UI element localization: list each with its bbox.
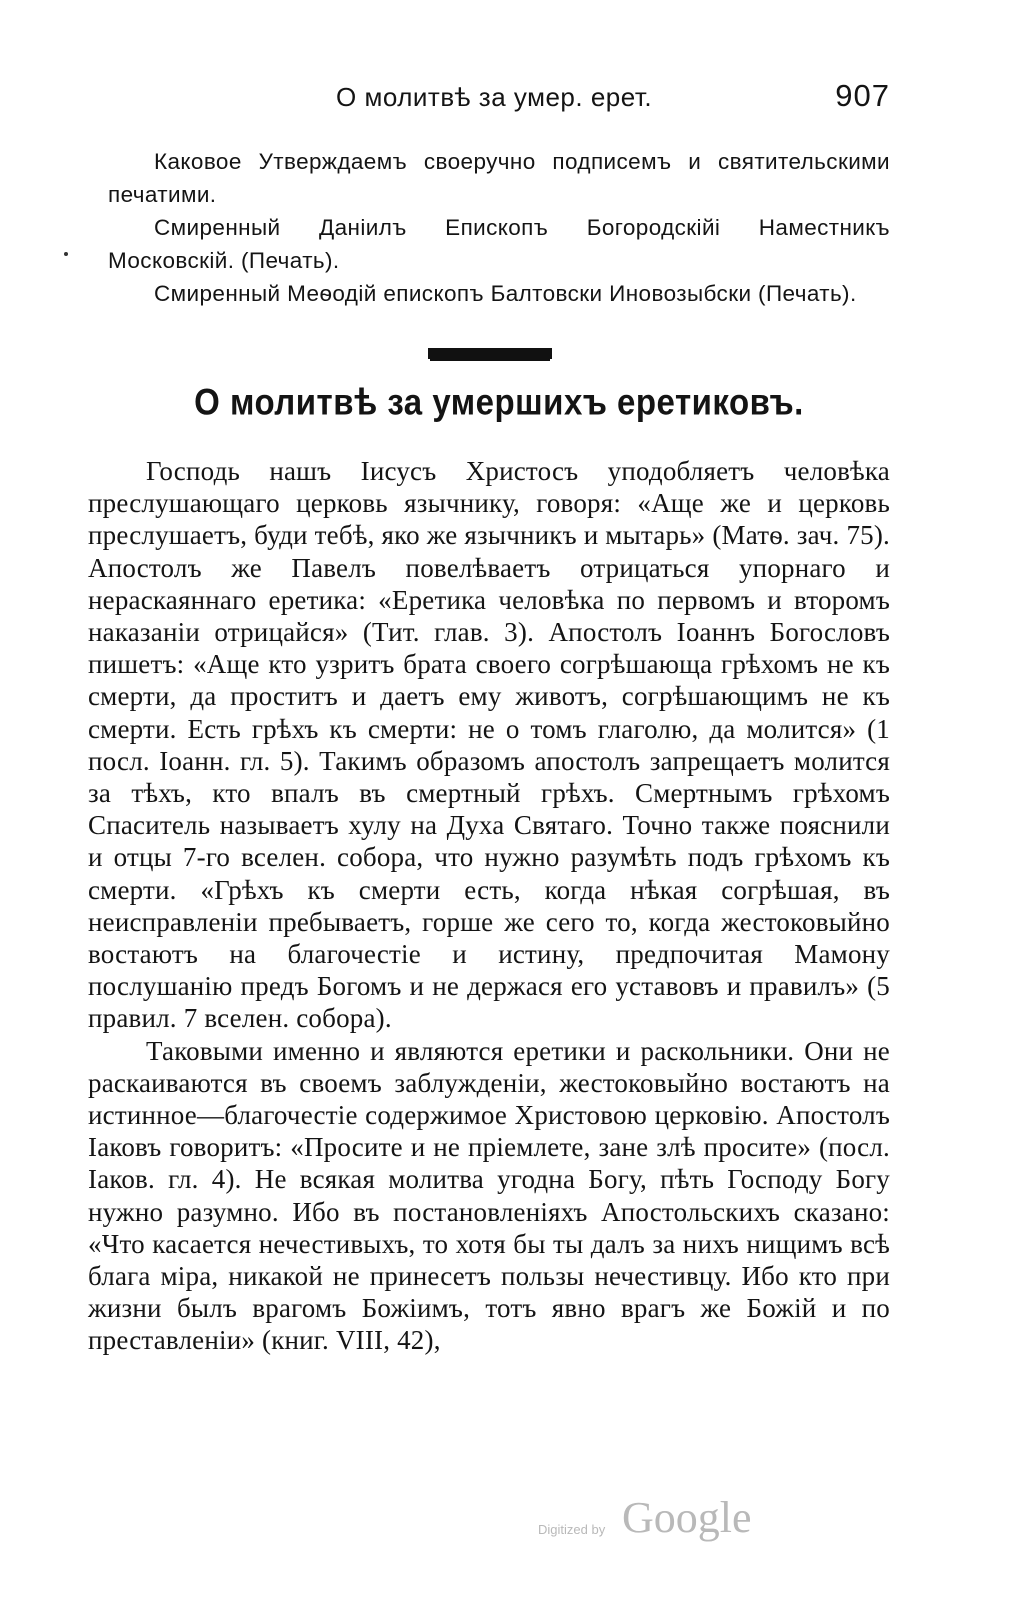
paragraph: Таковыми именно и являются еретики и раскольники. Они не раскаиваются въ своемъ заблужденіи, жестоковыйно востаютъ на истинное—благочестіе содержимое Христовою церковію. Апостолъ Іаковъ говоритъ: «Просите и не пріемлете, зане злѣ просите» (посл. Іаков. гл. 4). Не всякая молитва угодна Богу, пѣть Господу Богу нужно разумно. Ибо въ постановленіяхъ Апостольскихъ сказано: «Что касается нечестивыхъ, то хотя бы ты далъ за нихъ нищимъ всѣ блага міра, никакой не принесетъ пользы нечестивцу. Ибо кто при жизни былъ врагомъ Божіимъ, тотъ явно врагъ же Божій и по преставленіи» (книг. VIII, 42),: [88, 1035, 890, 1356]
watermark-prefix: Digitized by: [538, 1522, 606, 1537]
margin-speck: [64, 252, 68, 256]
paragraph: Смиренный Меѳодій епископъ Балтовски Иновозыбски (Печать).: [154, 281, 857, 306]
signatures-block: [108, 145, 890, 310]
paragraph: Смиренный Даніилъ Епископъ Богородскійі Наместникъ Московскій. (Печать).: [108, 215, 890, 273]
running-title: О молитвѣ за умер. ерет.: [336, 82, 653, 112]
running-head: [150, 78, 890, 128]
section-divider: [428, 348, 552, 359]
digitized-watermark: [538, 1492, 758, 1552]
section-body: [88, 455, 890, 1357]
paragraph: Каковое Утверждаемъ своеручно подписемъ и святительскими печатими.: [108, 149, 890, 207]
section-title: О молитвѣ за умершихъ еретиковъ.: [194, 380, 804, 423]
page-number: 907: [835, 78, 890, 113]
google-logo: Google: [622, 1493, 752, 1542]
paragraph: Господь нашъ Іисусъ Христосъ уподобляетъ человѣка преслушающаго церковь язычнику, говоря: «Аще же и церковь преслушаетъ, буди тебѣ, яко же язычникъ и мытарь» (Матѳ. зач. 75). Апостолъ же Павелъ повелѣваетъ отрицаться упорнаго и нераскаяннаго еретика: «Еретика человѣка по первомъ и второмъ наказаніи отрицайся» (Тит. глав. 3). Апостолъ Іоаннъ Богословъ пишетъ: «Аще кто узритъ брата своего согрѣшающа грѣхомъ не къ смерти, да проститъ и даетъ ему животъ, согрѣшающимъ не къ смерти. Есть грѣхъ къ смерти: не о томъ глаголю, да молится» (1 посл. Іоанн. гл. 5). Такимъ образомъ апостолъ запрещаетъ молится за тѣхъ, кто впалъ въ смертный грѣхъ. Смертнымъ грѣхомъ Спаситель называетъ хулу на Духа Святаго. Точно также пояснили и отцы 7-го вселен. собора, что нужно разумѣть подъ грѣхомъ къ смерти. «Грѣхъ къ смерти есть, когда нѣкая согрѣшая, въ неисправленіи пребываетъ, горше же сего то, когда жестоковыйно востаютъ на благочестіе и истину, предпочитая Мамону послушанію предъ Богомъ и не держася его уставовъ и правилъ» (5 правил. 7 вселен. собора).: [88, 456, 890, 1034]
